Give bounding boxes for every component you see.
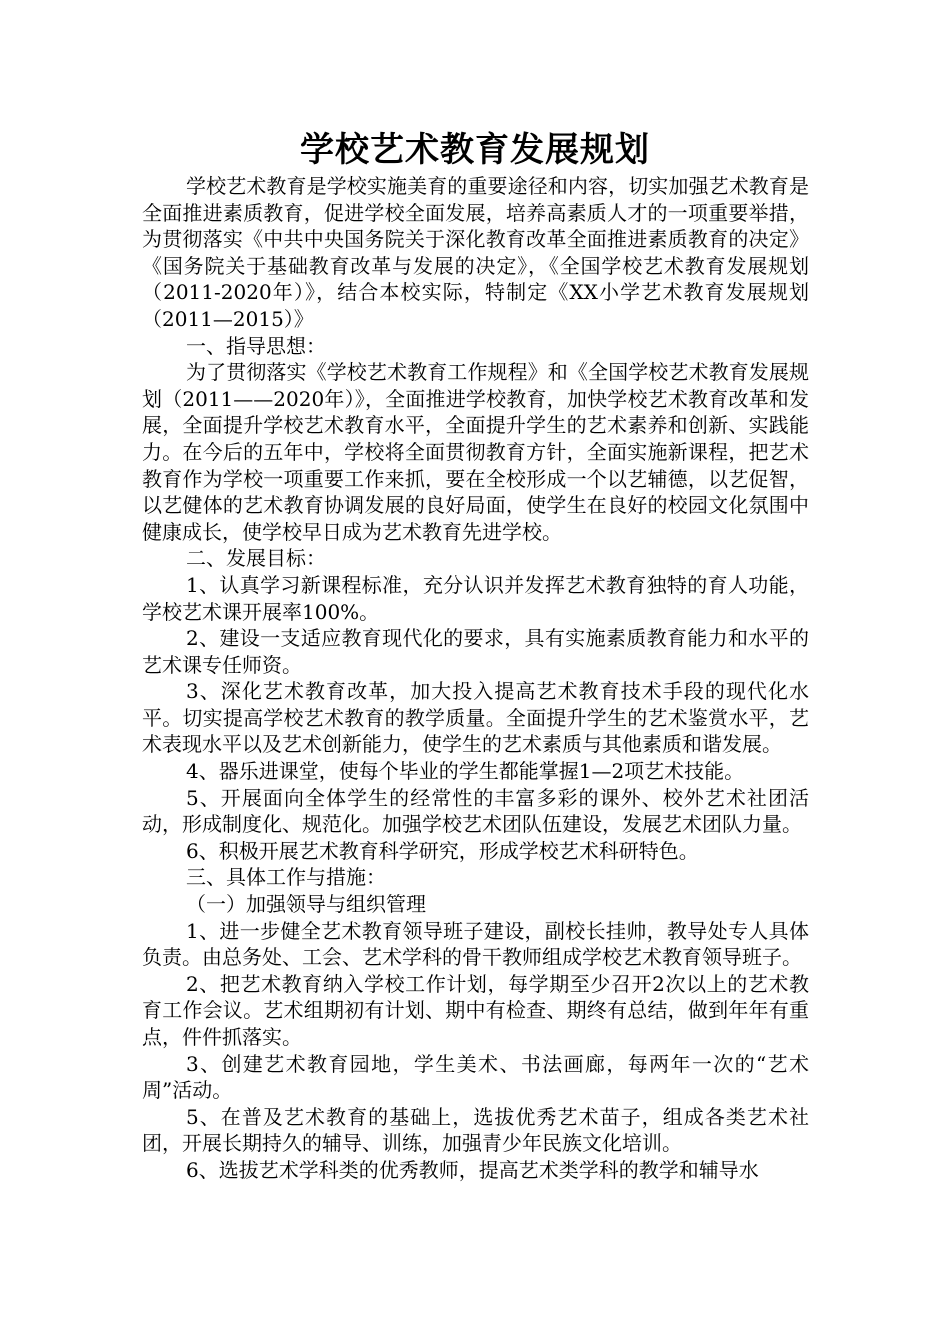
measure-item-3: 3、创建艺术教育园地，学生美术、书法画廊，每两年一次的“艺术周”活动。 (142, 1051, 809, 1103)
goal-item-4: 4、器乐进课堂，使每个毕业的学生都能掌握1—2项艺术技能。 (186, 759, 745, 784)
measure-item-1: 1、进一步健全艺术教育领导班子建设，副校长挂帅，教导处专人具体负责。由总务处、工会、艺术学科的骨干教师组成学校艺术教育领导班子。 (142, 918, 809, 970)
heading-guiding-ideology: 一、指导思想： (186, 333, 326, 358)
measure-item-5: 5、在普及艺术教育的基础上，选拔优秀艺术苗子，组成各类艺术社团，开展长期持久的辅导、训练，加强青少年民族文化培训。 (142, 1104, 809, 1156)
goal-item-5: 5、开展面向全体学生的经常性的丰富多彩的课外、校外艺术社团活动，形成制度化、规范化。加强学校艺术团队伍建设，发展艺术团队力量。 (142, 785, 809, 837)
paragraph-intro: 学校艺术教育是学校实施美育的重要途径和内容，切实加强艺术教育是全面推进素质教育，促进学校全面发展，培养高素质人才的一项重要举措，为贯彻落实《中共中央国务院关于深化教育改革全面推进素质教育的决定》《国务院关于基础教育改革与发展的决定》，《全国学校艺术教育发展规划（2011-2020年）》，结合本校实际，特制定《XX小学艺术教育发展规划（2011—2015）》 (142, 174, 809, 331)
document-title: 学校艺术教育发展规划 (300, 130, 650, 170)
goal-item-3: 3、深化艺术教育改革，加大投入提高艺术教育技术手段的现代化水平。切实提高学校艺术教育的教学质量。全面提升学生的艺术鉴赏水平，艺术表现水平以及艺术创新能力，使学生的艺术素质与其他素质和谐发展。 (142, 679, 809, 757)
heading-development-goals: 二、发展目标： (186, 546, 326, 571)
goal-item-2: 2、建设一支适应教育现代化的要求，具有实施素质教育能力和水平的艺术课专任师资。 (142, 626, 809, 677)
heading-specific-measures: 三、具体工作与措施： (186, 865, 386, 890)
goal-item-6: 6、积极开展艺术教育科学研究，形成学校艺术科研特色。 (186, 838, 699, 863)
subheading-leadership: （一）加强领导与组织管理 (186, 892, 426, 917)
measure-item-2: 2、把艺术教育纳入学校工作计划，每学期至少召开2次以上的艺术教育工作会议。艺术组期初有计划、期中有检查、期终有总结，做到年年有重点，件件抓落实。 (142, 971, 809, 1049)
measure-item-6: 6、选拔艺术学科类的优秀教师，提高艺术类学科的教学和辅导水 (186, 1157, 759, 1182)
goal-item-1: 1、认真学习新课程标准，充分认识并发挥艺术教育独特的育人功能，学校艺术课开展率100%。 (142, 572, 809, 624)
paragraph-guiding-ideology: 为了贯彻落实《学校艺术教育工作规程》和《全国学校艺术教育发展规划（2011——2020年）》，全面推进学校教育，加快学校艺术教育改革和发展，全面提升学校艺术教育水平，全面提升学生的艺术素养和创新、实践能力。在今后的五年中，学校将全面贯彻教育方针，全面实施新课程，把艺术教育作为学校一项重要工作来抓，要在全校形成一个以艺辅德，以艺促智，以艺健体的艺术教育协调发展的良好局面，使学生在良好的校园文化氛围中健康成长，使学校早日成为艺术教育先进学校。 (142, 360, 809, 544)
document-body (142, 173, 809, 1184)
